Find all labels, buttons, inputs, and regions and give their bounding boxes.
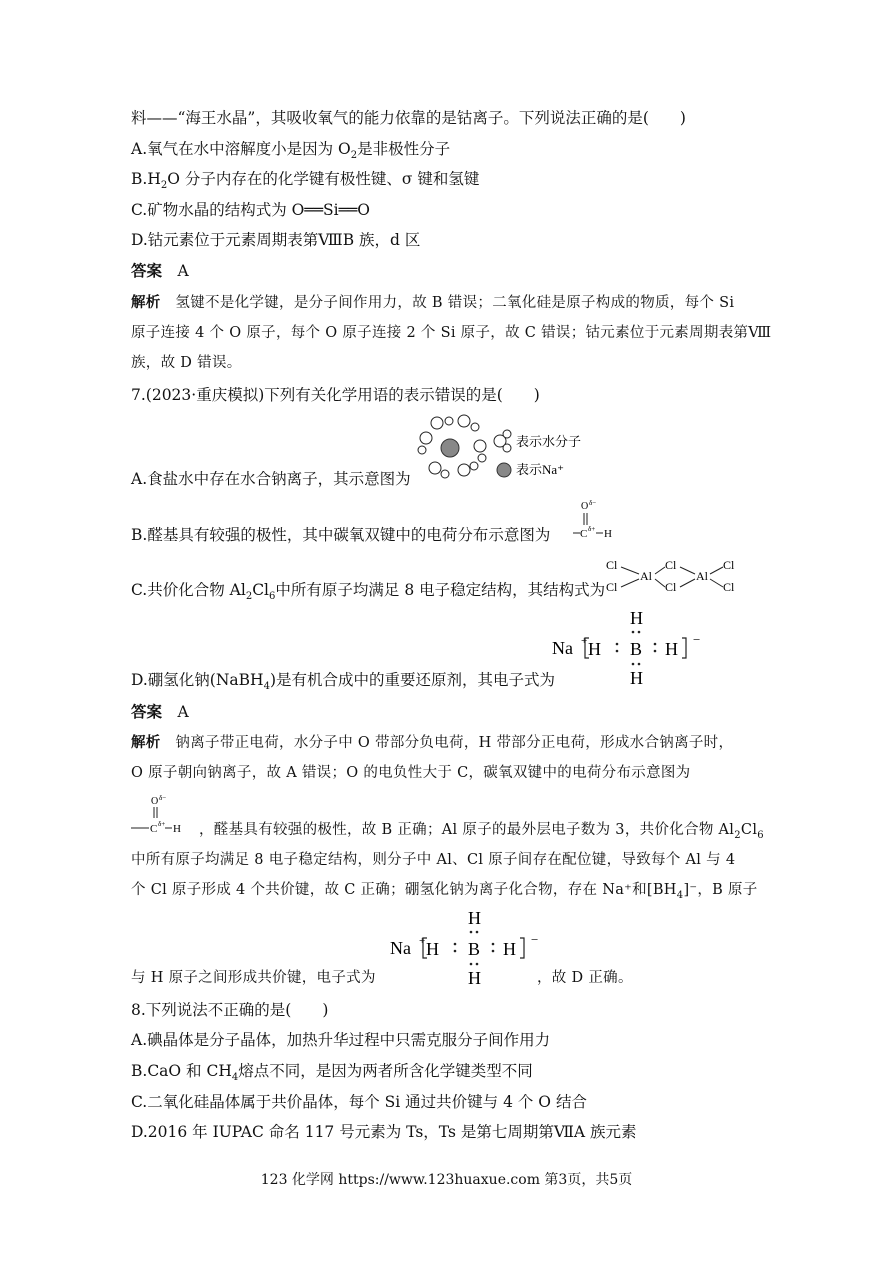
q7-analysis-line1: 解析 钠离子带正电荷，水分子中 O 带部分负电荷，H 带部分正电荷，形成水合钠离子时， bbox=[131, 734, 734, 751]
al2cl6-structure-figure bbox=[604, 556, 744, 598]
q6-option-a: A.氧气在水中溶解度小是因为 $O_2$是非极性分子 bbox=[131, 140, 451, 162]
aldehyde-charge-figure-b bbox=[573, 498, 623, 546]
q6-option-d: D.钴元素位于元素周期表第ⅧB 族，d 区 bbox=[131, 231, 421, 249]
svg-text:Cl: Cl bbox=[665, 580, 677, 594]
svg-text:Cl: Cl bbox=[665, 558, 677, 572]
q8-option-d: D.2016 年 IUPAC 命名 117 号元素为 Ts，Ts 是第七周期第ⅦA 族元素 bbox=[131, 1123, 637, 1141]
legend-water-label: 表示水分子 bbox=[516, 434, 582, 449]
q6-analysis-line2: 原子连接 4 个 O 原子，每个 O 原子连接 2 个 Si 原子，故 C 错误；钴元素位于元素周期表第Ⅷ bbox=[131, 325, 772, 341]
svg-text:Cl: Cl bbox=[606, 558, 618, 572]
svg-text:H: H bbox=[588, 639, 601, 659]
svg-text:H: H bbox=[503, 939, 516, 959]
svg-text:H: H bbox=[630, 608, 643, 628]
hydrated-sodium-ion-figure bbox=[412, 414, 602, 486]
q7-option-a: A.食盐水中存在水合钠离子，其示意图为 bbox=[131, 470, 411, 488]
q7-option-d: D.硼氢化钠(NaBH$_4$)是有机合成中的重要还原剂，其电子式为 bbox=[131, 671, 555, 693]
svg-text:O: O bbox=[581, 501, 589, 512]
svg-text:−: − bbox=[693, 632, 701, 647]
svg-text:H: H bbox=[173, 823, 181, 835]
svg-text:H: H bbox=[630, 668, 643, 688]
q8-stem: 8.下列说法不正确的是( ) bbox=[131, 1001, 329, 1019]
svg-text:Cl: Cl bbox=[723, 558, 735, 572]
q6-stem: 料——“海王水晶”，其吸收氧气的能力依靠的是钴离子。下列说法正确的是( ) bbox=[131, 109, 686, 127]
svg-text:Al: Al bbox=[696, 569, 708, 583]
q7-analysis-line5: 个 Cl 原子形成 4 个共价键，故 C 正确；硼氢化钠为离子化合物，存在 Na⁺和$[BH_4]^-$，B 原子 bbox=[131, 882, 758, 901]
svg-text:δ−: δ− bbox=[589, 499, 597, 507]
svg-text:C: C bbox=[580, 528, 588, 540]
q7-option-b: B.醛基具有较强的极性，其中碳氧双键中的电荷分布示意图为 bbox=[131, 526, 551, 544]
svg-text:O: O bbox=[151, 796, 159, 807]
svg-text:δ+: δ+ bbox=[588, 525, 596, 533]
svg-text:Cl: Cl bbox=[723, 580, 735, 594]
q6-option-c: C.矿物水晶的结构式为 O══Si══O bbox=[131, 201, 370, 219]
svg-text:Na: Na bbox=[390, 938, 411, 958]
q7-analysis-line2: O 原子朝向钠离子，故 A 错误；O 的电负性大于 C，碳氧双键中的电荷分布示意图为 bbox=[131, 765, 691, 781]
nabh4-electron-formula-analysis bbox=[386, 904, 546, 988]
svg-text:H: H bbox=[604, 528, 612, 540]
q6-answer: 答案 A bbox=[131, 261, 189, 280]
q7-analysis-line6-tail: ，故 D 正确。 bbox=[537, 970, 633, 986]
svg-text:H: H bbox=[665, 639, 678, 659]
legend-na-label: 表示Na⁺ bbox=[516, 462, 565, 477]
svg-text:Na: Na bbox=[552, 638, 573, 658]
svg-text:δ−: δ− bbox=[159, 794, 167, 802]
q6-analysis-line3: 族，故 D 错误。 bbox=[131, 355, 242, 371]
svg-text:B: B bbox=[630, 639, 643, 659]
q7-stem: 7.(2023·重庆模拟)下列有关化学用语的表示错误的是( ) bbox=[131, 386, 540, 404]
q7-analysis-line4: 中所有原子均满足 8 电子稳定结构，则分子中 Al、Cl 原子间存在配位键，导致每个 Al 与 4 bbox=[131, 852, 736, 868]
svg-text:H: H bbox=[468, 908, 481, 928]
q7-answer: 答案 A bbox=[131, 702, 189, 721]
svg-text:+: + bbox=[581, 635, 588, 647]
q7-analysis-line6: 与 H 原子之间形成共价键，电子式为 bbox=[131, 970, 376, 986]
page-footer: 123 化学网 https://www.123huaxue.com 第3页，共5页 bbox=[260, 1172, 633, 1188]
svg-text:−: − bbox=[531, 932, 539, 947]
q7-option-c: C.共价化合物 $Al_2Cl_6$中所有原子均满足 8 电子稳定结构，其结构式为 bbox=[131, 581, 606, 603]
q7-analysis-line3: ，醛基具有较强的极性，故 B 正确；Al 原子的最外层电子数为 3，共价化合物 $Al_2Cl_6$ bbox=[199, 822, 764, 841]
aldehyde-charge-figure-analysis bbox=[131, 790, 181, 838]
svg-text:C: C bbox=[150, 823, 158, 835]
svg-text:δ+: δ+ bbox=[158, 820, 166, 828]
q8-option-c: C.二氧化硅晶体属于共价晶体，每个 Si 通过共价键与 4 个 O 结合 bbox=[131, 1093, 587, 1111]
svg-text:B: B bbox=[468, 939, 481, 959]
q6-analysis-line1: 解析 氢键不是化学键，是分子间作用力，故 B 错误；二氧化硅是原子构成的物质，每个 Si bbox=[131, 294, 735, 311]
q8-option-b: B.CaO 和 $CH_4$熔点不同，是因为两者所含化学键类型不同 bbox=[131, 1062, 533, 1084]
nabh4-electron-formula-d bbox=[548, 604, 708, 688]
svg-text:H: H bbox=[426, 939, 439, 959]
svg-text:Al: Al bbox=[640, 569, 652, 583]
q8-option-a: A.碘晶体是分子晶体，加热升华过程中只需克服分子间作用力 bbox=[131, 1031, 551, 1049]
svg-text:+: + bbox=[419, 935, 426, 947]
svg-text:H: H bbox=[468, 968, 481, 988]
svg-text:Cl: Cl bbox=[606, 580, 618, 594]
q6-option-b: $B.H_2O$ 分子内存在的化学键有极性键、σ 键和氢键 bbox=[131, 170, 480, 192]
